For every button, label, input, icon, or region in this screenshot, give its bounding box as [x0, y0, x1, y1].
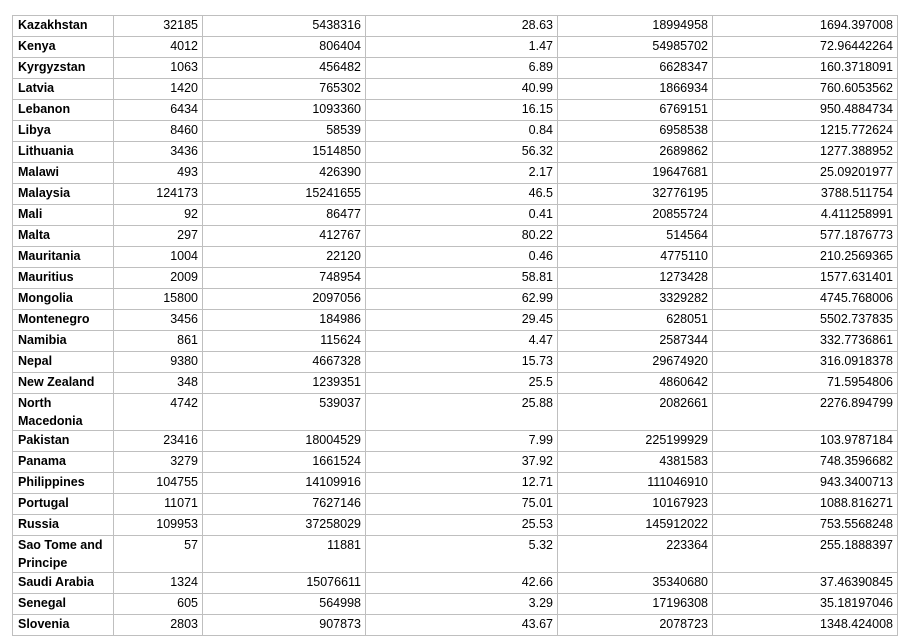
- value-cell-3: 4.47: [366, 331, 558, 352]
- value-cell-3: 0.84: [366, 121, 558, 142]
- country-cell: Mauritius: [13, 268, 114, 289]
- table-row: [13, 452, 898, 473]
- value-cell-1: 1324: [114, 573, 203, 594]
- value-cell-1: 57: [114, 536, 203, 573]
- value-cell-1: 2803: [114, 615, 203, 636]
- value-cell-4: 17196308: [558, 594, 713, 615]
- value-cell-2: 15241655: [203, 184, 366, 205]
- value-cell-5: 160.3718091: [713, 58, 898, 79]
- value-cell-4: 223364: [558, 536, 713, 573]
- value-cell-5: 943.3400713: [713, 473, 898, 494]
- value-cell-1: 3436: [114, 142, 203, 163]
- country-cell: North Macedonia: [13, 394, 114, 431]
- table-row: [13, 536, 898, 573]
- value-cell-3: 37.92: [366, 452, 558, 473]
- table-row: [13, 615, 898, 636]
- value-cell-2: 748954: [203, 268, 366, 289]
- value-cell-4: 29674920: [558, 352, 713, 373]
- value-cell-2: 18004529: [203, 431, 366, 452]
- table-row: [13, 79, 898, 100]
- value-cell-4: 18994958: [558, 16, 713, 37]
- value-cell-5: 760.6053562: [713, 79, 898, 100]
- value-cell-3: 62.99: [366, 289, 558, 310]
- value-cell-1: 8460: [114, 121, 203, 142]
- value-cell-5: 1348.424008: [713, 615, 898, 636]
- value-cell-4: 35340680: [558, 573, 713, 594]
- value-cell-4: 2082661: [558, 394, 713, 431]
- value-cell-3: 58.81: [366, 268, 558, 289]
- value-cell-5: 1088.816271: [713, 494, 898, 515]
- value-cell-2: 184986: [203, 310, 366, 331]
- value-cell-4: 111046910: [558, 473, 713, 494]
- country-cell: Saudi Arabia: [13, 573, 114, 594]
- value-cell-3: 43.67: [366, 615, 558, 636]
- table-row: [13, 573, 898, 594]
- value-cell-5: 35.18197046: [713, 594, 898, 615]
- value-cell-1: 3456: [114, 310, 203, 331]
- value-cell-2: 564998: [203, 594, 366, 615]
- value-cell-4: 19647681: [558, 163, 713, 184]
- value-cell-5: 4.411258991: [713, 205, 898, 226]
- value-cell-4: 20855724: [558, 205, 713, 226]
- value-cell-4: 32776195: [558, 184, 713, 205]
- country-cell: Montenegro: [13, 310, 114, 331]
- value-cell-3: 7.99: [366, 431, 558, 452]
- value-cell-4: 2587344: [558, 331, 713, 352]
- value-cell-1: 1063: [114, 58, 203, 79]
- value-cell-3: 1.47: [366, 37, 558, 58]
- country-cell: Malawi: [13, 163, 114, 184]
- table-row: [13, 184, 898, 205]
- value-cell-3: 0.46: [366, 247, 558, 268]
- country-cell: Lebanon: [13, 100, 114, 121]
- value-cell-4: 225199929: [558, 431, 713, 452]
- value-cell-4: 145912022: [558, 515, 713, 536]
- value-cell-1: 9380: [114, 352, 203, 373]
- table-row: [13, 352, 898, 373]
- value-cell-4: 2078723: [558, 615, 713, 636]
- value-cell-5: 753.5568248: [713, 515, 898, 536]
- value-cell-4: 6628347: [558, 58, 713, 79]
- value-cell-5: 577.1876773: [713, 226, 898, 247]
- value-cell-4: 4775110: [558, 247, 713, 268]
- value-cell-5: 1215.772624: [713, 121, 898, 142]
- value-cell-4: 2689862: [558, 142, 713, 163]
- table-row: [13, 431, 898, 452]
- value-cell-4: 6769151: [558, 100, 713, 121]
- table-row: [13, 205, 898, 226]
- value-cell-4: 3329282: [558, 289, 713, 310]
- value-cell-3: 25.53: [366, 515, 558, 536]
- value-cell-5: 332.7736861: [713, 331, 898, 352]
- table-row: [13, 594, 898, 615]
- value-cell-5: 316.0918378: [713, 352, 898, 373]
- value-cell-1: 1004: [114, 247, 203, 268]
- value-cell-1: 104755: [114, 473, 203, 494]
- country-cell: Sao Tome and Principe: [13, 536, 114, 573]
- country-cell: Kazakhstan: [13, 16, 114, 37]
- table-row: [13, 247, 898, 268]
- value-cell-1: 3279: [114, 452, 203, 473]
- country-cell: Kenya: [13, 37, 114, 58]
- value-cell-4: 514564: [558, 226, 713, 247]
- value-cell-5: 103.9787184: [713, 431, 898, 452]
- value-cell-2: 2097056: [203, 289, 366, 310]
- value-cell-2: 765302: [203, 79, 366, 100]
- value-cell-1: 2009: [114, 268, 203, 289]
- value-cell-3: 46.5: [366, 184, 558, 205]
- value-cell-2: 4667328: [203, 352, 366, 373]
- value-cell-1: 861: [114, 331, 203, 352]
- value-cell-2: 58539: [203, 121, 366, 142]
- value-cell-3: 56.32: [366, 142, 558, 163]
- value-cell-5: 1277.388952: [713, 142, 898, 163]
- value-cell-1: 605: [114, 594, 203, 615]
- table-row: [13, 473, 898, 494]
- value-cell-4: 6958538: [558, 121, 713, 142]
- country-cell: Mauritania: [13, 247, 114, 268]
- value-cell-5: 950.4884734: [713, 100, 898, 121]
- value-cell-3: 2.17: [366, 163, 558, 184]
- table-row: [13, 331, 898, 352]
- value-cell-3: 0.41: [366, 205, 558, 226]
- value-cell-2: 37258029: [203, 515, 366, 536]
- value-cell-1: 4012: [114, 37, 203, 58]
- table-row: [13, 37, 898, 58]
- table-row: [13, 121, 898, 142]
- value-cell-1: 32185: [114, 16, 203, 37]
- table-row: [13, 494, 898, 515]
- value-cell-1: 1420: [114, 79, 203, 100]
- value-cell-3: 15.73: [366, 352, 558, 373]
- value-cell-4: 4381583: [558, 452, 713, 473]
- country-cell: Latvia: [13, 79, 114, 100]
- table-row: [13, 226, 898, 247]
- value-cell-5: 5502.737835: [713, 310, 898, 331]
- value-cell-2: 15076611: [203, 573, 366, 594]
- value-cell-2: 1514850: [203, 142, 366, 163]
- value-cell-3: 25.5: [366, 373, 558, 394]
- value-cell-5: 2276.894799: [713, 394, 898, 431]
- country-cell: Malta: [13, 226, 114, 247]
- value-cell-3: 29.45: [366, 310, 558, 331]
- value-cell-3: 16.15: [366, 100, 558, 121]
- value-cell-1: 23416: [114, 431, 203, 452]
- value-cell-5: 1577.631401: [713, 268, 898, 289]
- value-cell-1: 297: [114, 226, 203, 247]
- table-body: [13, 16, 898, 636]
- value-cell-1: 6434: [114, 100, 203, 121]
- table-row: [13, 373, 898, 394]
- value-cell-2: 1239351: [203, 373, 366, 394]
- value-cell-1: 109953: [114, 515, 203, 536]
- value-cell-2: 14109916: [203, 473, 366, 494]
- country-cell: Slovenia: [13, 615, 114, 636]
- value-cell-2: 86477: [203, 205, 366, 226]
- country-cell: Panama: [13, 452, 114, 473]
- value-cell-2: 5438316: [203, 16, 366, 37]
- country-cell: Malaysia: [13, 184, 114, 205]
- country-cell: Lithuania: [13, 142, 114, 163]
- table-row: [13, 310, 898, 331]
- table-row: [13, 394, 898, 431]
- value-cell-2: 412767: [203, 226, 366, 247]
- country-cell: Mongolia: [13, 289, 114, 310]
- value-cell-5: 1694.397008: [713, 16, 898, 37]
- country-cell: Nepal: [13, 352, 114, 373]
- value-cell-3: 5.32: [366, 536, 558, 573]
- country-cell: New Zealand: [13, 373, 114, 394]
- value-cell-3: 3.29: [366, 594, 558, 615]
- value-cell-2: 1661524: [203, 452, 366, 473]
- value-cell-5: 72.96442264: [713, 37, 898, 58]
- country-cell: Mali: [13, 205, 114, 226]
- value-cell-5: 4745.768006: [713, 289, 898, 310]
- value-cell-3: 40.99: [366, 79, 558, 100]
- value-cell-4: 628051: [558, 310, 713, 331]
- table-row: [13, 515, 898, 536]
- value-cell-2: 426390: [203, 163, 366, 184]
- value-cell-5: 71.5954806: [713, 373, 898, 394]
- value-cell-4: 4860642: [558, 373, 713, 394]
- table-row: [13, 16, 898, 37]
- country-cell: Philippines: [13, 473, 114, 494]
- table-row: [13, 289, 898, 310]
- value-cell-5: 255.1888397: [713, 536, 898, 573]
- value-cell-3: 25.88: [366, 394, 558, 431]
- value-cell-2: 115624: [203, 331, 366, 352]
- value-cell-3: 42.66: [366, 573, 558, 594]
- country-cell: Senegal: [13, 594, 114, 615]
- value-cell-1: 348: [114, 373, 203, 394]
- value-cell-3: 80.22: [366, 226, 558, 247]
- value-cell-5: 748.3596682: [713, 452, 898, 473]
- value-cell-4: 54985702: [558, 37, 713, 58]
- value-cell-2: 539037: [203, 394, 366, 431]
- value-cell-1: 493: [114, 163, 203, 184]
- country-cell: Pakistan: [13, 431, 114, 452]
- country-data-table: [12, 15, 898, 636]
- value-cell-1: 124173: [114, 184, 203, 205]
- value-cell-2: 11881: [203, 536, 366, 573]
- value-cell-1: 4742: [114, 394, 203, 431]
- value-cell-2: 1093360: [203, 100, 366, 121]
- value-cell-3: 12.71: [366, 473, 558, 494]
- value-cell-2: 806404: [203, 37, 366, 58]
- value-cell-1: 15800: [114, 289, 203, 310]
- table-row: [13, 58, 898, 79]
- country-cell: Kyrgyzstan: [13, 58, 114, 79]
- value-cell-3: 28.63: [366, 16, 558, 37]
- value-cell-5: 3788.511754: [713, 184, 898, 205]
- value-cell-5: 37.46390845: [713, 573, 898, 594]
- value-cell-5: 25.09201977: [713, 163, 898, 184]
- country-cell: Portugal: [13, 494, 114, 515]
- value-cell-2: 907873: [203, 615, 366, 636]
- value-cell-1: 11071: [114, 494, 203, 515]
- table-row: [13, 268, 898, 289]
- value-cell-4: 10167923: [558, 494, 713, 515]
- value-cell-5: 210.2569365: [713, 247, 898, 268]
- country-cell: Libya: [13, 121, 114, 142]
- table-row: [13, 163, 898, 184]
- value-cell-4: 1273428: [558, 268, 713, 289]
- value-cell-3: 75.01: [366, 494, 558, 515]
- value-cell-1: 92: [114, 205, 203, 226]
- value-cell-4: 1866934: [558, 79, 713, 100]
- value-cell-3: 6.89: [366, 58, 558, 79]
- value-cell-2: 22120: [203, 247, 366, 268]
- value-cell-2: 456482: [203, 58, 366, 79]
- table-row: [13, 142, 898, 163]
- country-cell: Russia: [13, 515, 114, 536]
- value-cell-2: 7627146: [203, 494, 366, 515]
- table-row: [13, 100, 898, 121]
- country-cell: Namibia: [13, 331, 114, 352]
